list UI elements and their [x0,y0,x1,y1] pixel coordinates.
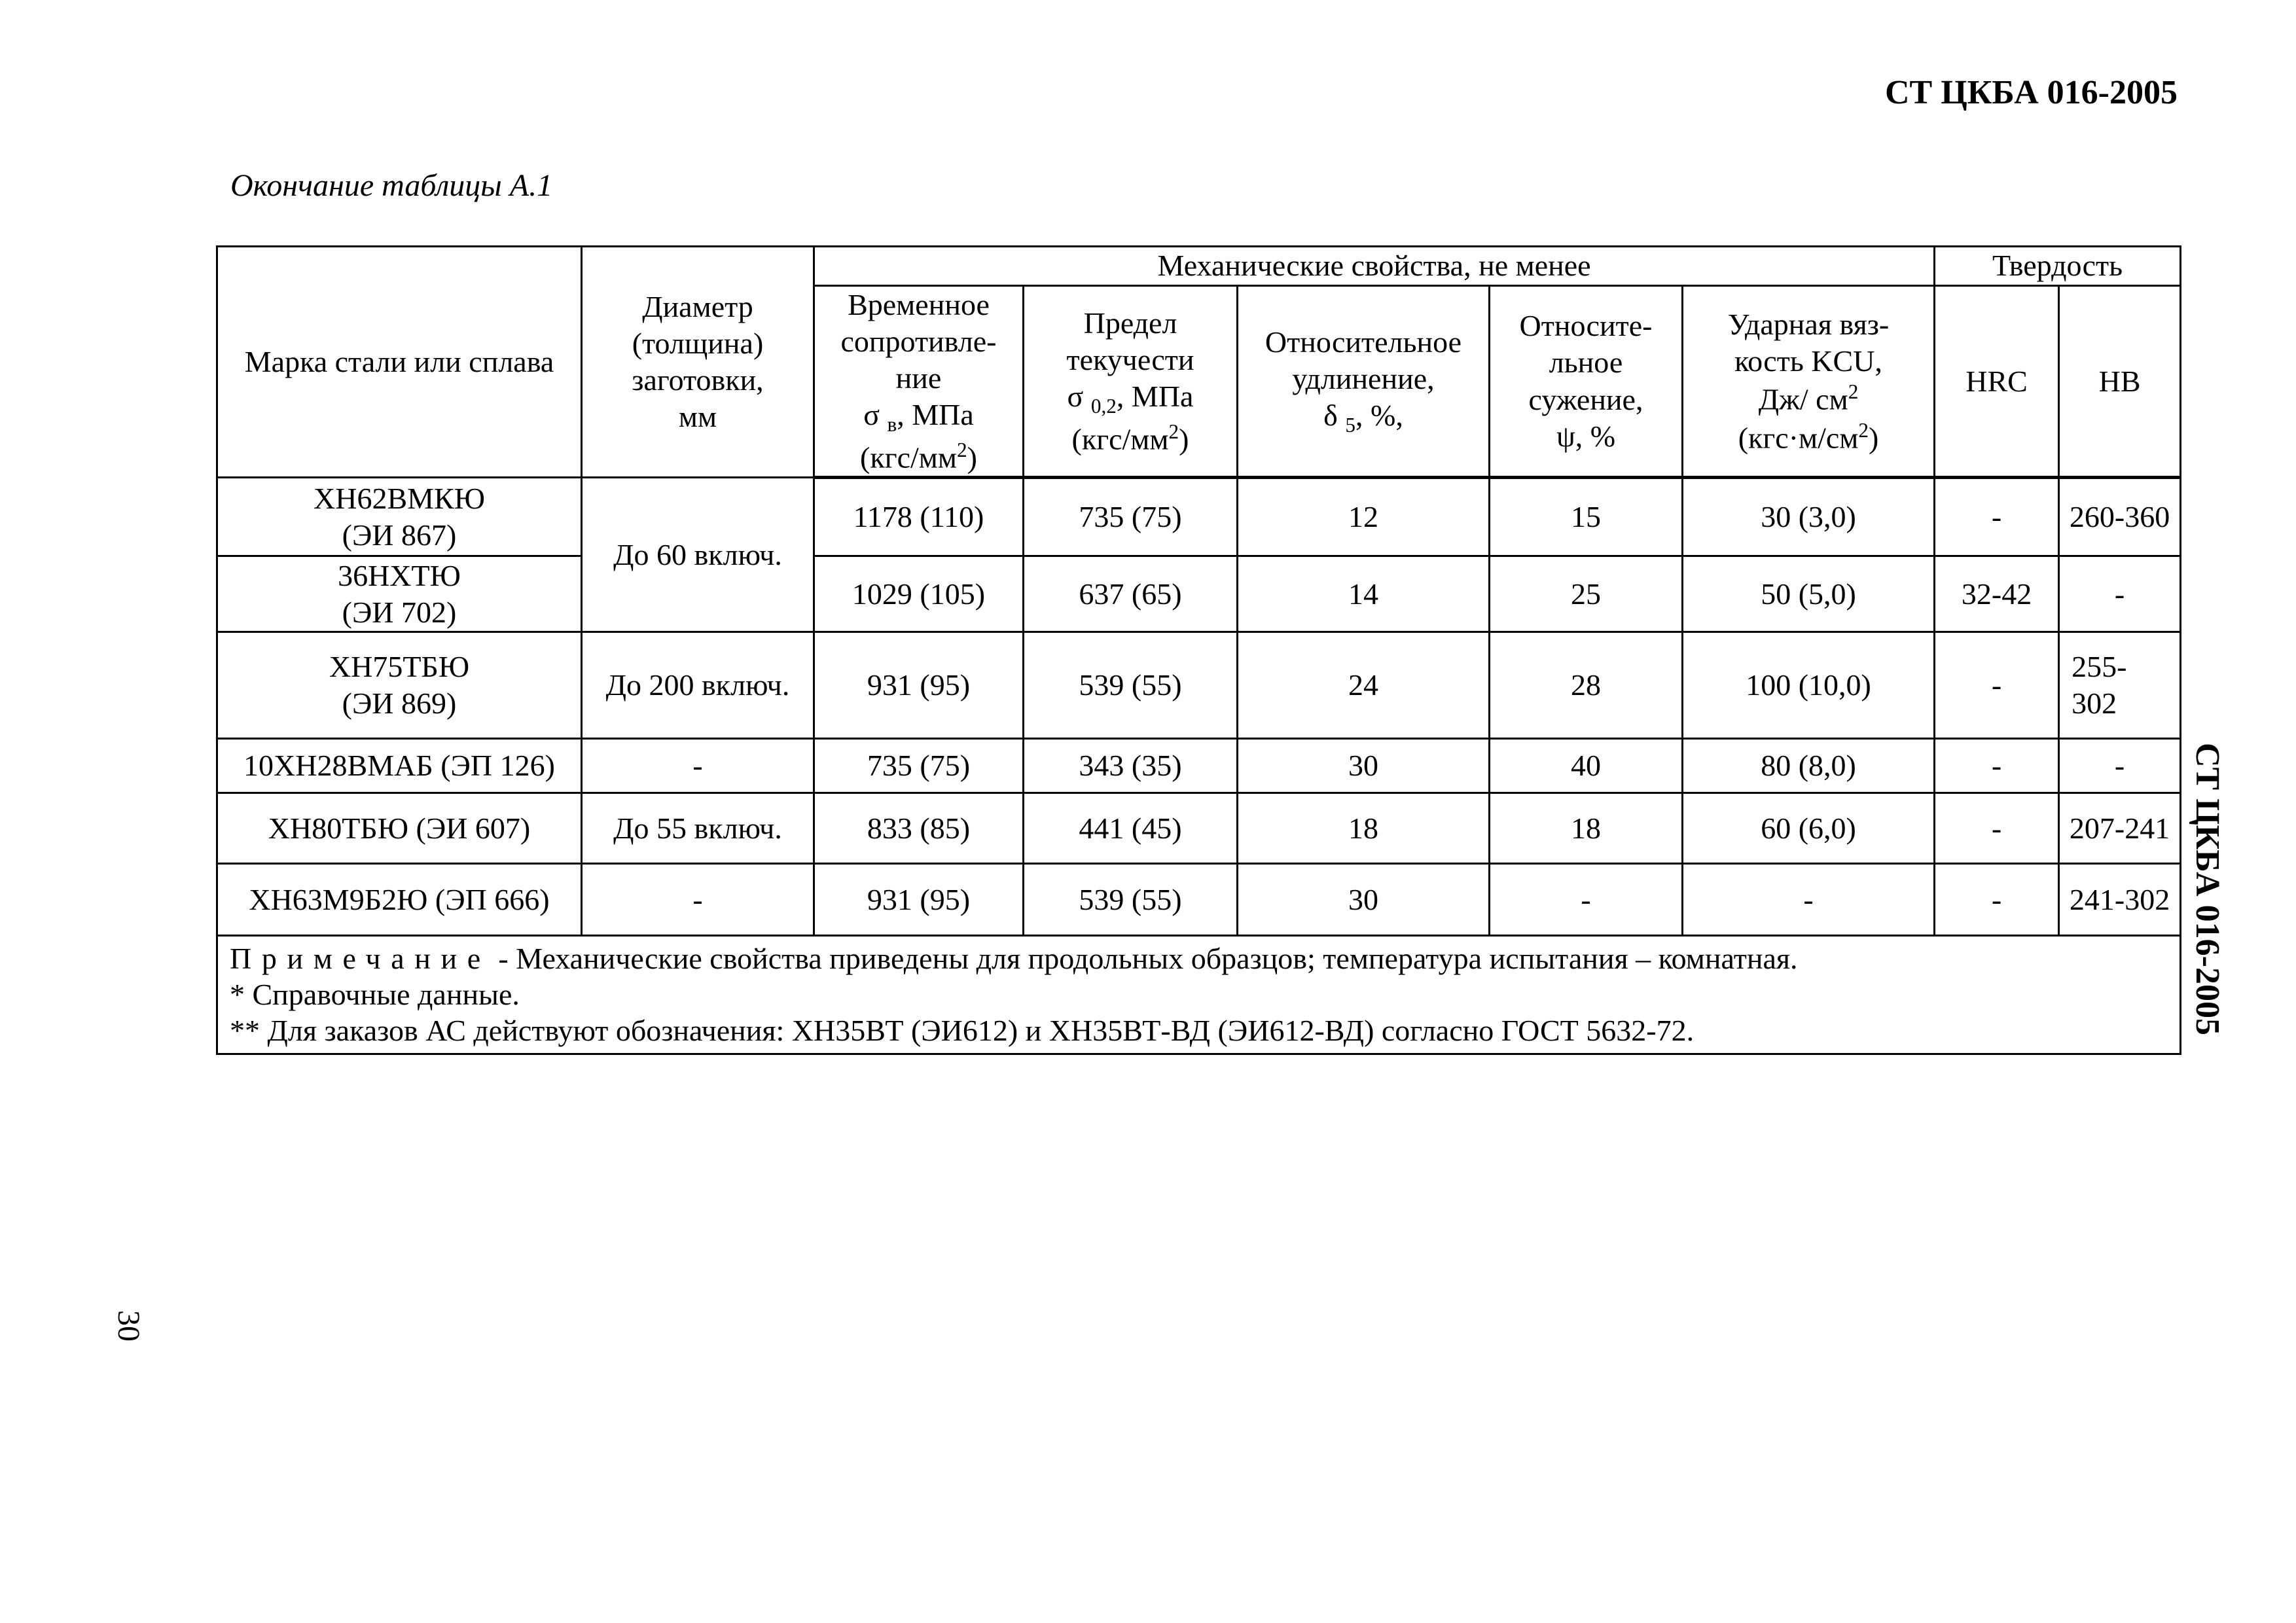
header-impact-line-2: кость KCU, [1734,344,1882,378]
table-row [217,793,2181,864]
header-impact-toughness [1683,286,1935,478]
header-hrc: HRC [1935,286,2059,478]
cell-reduction: 25 [1490,556,1683,632]
table-row [217,864,2181,936]
header-hb: HB [2059,286,2181,478]
cell-grade [217,632,582,739]
cell-hb: 207-241 [2059,793,2181,864]
cell-grade [217,556,582,632]
notes-row [217,936,2181,1054]
unit: , МПа [897,398,974,432]
header-tensile-line-5 [820,438,1017,476]
cell-impact: 30 (3,0) [1683,478,1935,556]
note-label: Примечание [230,942,491,976]
cell-reduction: 40 [1490,739,1683,793]
header-reduction-line-2: льное [1549,346,1623,380]
cell-yield: 735 (75) [1024,478,1238,556]
header-yield-line-4 [1030,419,1231,457]
paren: ) [967,440,977,474]
superscript: 2 [1848,380,1859,404]
cell-elongation: 24 [1238,632,1490,739]
grade-name: 36НХТЮ [338,558,461,592]
cell-elongation: 18 [1238,793,1490,864]
cell-reduction: - [1490,864,1683,936]
header-impact-line-1: Ударная вяз- [1727,308,1890,341]
header-yield-strength [1024,286,1238,478]
cell-impact: 50 (5,0) [1683,556,1935,632]
cell-impact: 60 (6,0) [1683,793,1935,864]
unit-text: (кгс/мм [860,440,957,474]
paren: ) [1869,420,1879,454]
cell-impact: - [1683,864,1935,936]
cell-hrc: - [1935,864,2059,936]
unit: , МПа [1116,380,1194,414]
header-elongation [1238,286,1490,478]
grade-designation: (ЭИ 869) [342,687,457,721]
table-row [217,632,2181,739]
note-line-2: * Справочные данные. [230,978,520,1012]
cell-hb: 241-302 [2059,864,2181,936]
unit: , %, [1355,399,1403,433]
header-mechanical-properties: Механические свойства, не менее [814,247,1935,286]
cell-yield: 539 (55) [1024,864,1238,936]
note-text: - Механические свойства приведены для продольных образцов; температура испытания – комнатная. [490,942,1798,976]
cell-grade: ХН63М9Б2Ю (ЭП 666) [217,864,582,936]
header-diameter-line-1: Диаметр [642,289,753,323]
cell-hrc: - [1935,478,2059,556]
cell-diameter: До 55 включ. [582,793,814,864]
cell-diameter: До 60 включ. [582,478,814,632]
header-tensile-line-1: Временное [848,288,990,321]
cell-hb: - [2059,739,2181,793]
unit-text: (кгс·м/см [1738,420,1859,454]
header-diameter-line-4: мм [678,400,717,434]
cell-grade: 10ХН28ВМАБ (ЭП 126) [217,739,582,793]
sigma-symbol: σ [1067,380,1084,414]
cell-tensile: 1178 (110) [814,478,1024,556]
cell-tensile: 735 (75) [814,739,1024,793]
hb-line-1: 255- [2072,650,2127,683]
cell-hb: 260-360 [2059,478,2181,556]
cell-reduction: 18 [1490,793,1683,864]
header-elongation-line-2: удлинение, [1292,362,1435,396]
superscript: 2 [1858,418,1869,442]
cell-diameter: - [582,864,814,936]
header-diameter [582,247,814,478]
header-reduction-of-area [1490,286,1683,478]
cell-hrc: - [1935,739,2059,793]
cell-elongation: 30 [1238,739,1490,793]
header-tensile-line-4 [820,397,1017,437]
cell-hrc: - [1935,632,2059,739]
cell-tensile: 1029 (105) [814,556,1024,632]
cell-yield: 441 (45) [1024,793,1238,864]
document-code-side-label: СТ ЦКБА 016-2005 [2189,743,2226,1035]
header-hardness: Твердость [1935,247,2181,286]
mechanical-properties-table [216,245,2181,1055]
hb-line-2: 302 [2072,687,2117,721]
table-row [217,739,2181,793]
table-row [217,556,2181,632]
cell-diameter: До 200 включ. [582,632,814,739]
subscript: в [887,413,897,437]
cell-hb [2059,632,2181,739]
header-tensile-line-3: ние [895,361,942,395]
cell-impact: 80 (8,0) [1683,739,1935,793]
page-number: 30 [111,1310,146,1342]
header-grade: Марка стали или сплава [217,247,582,478]
cell-tensile: 931 (95) [814,864,1024,936]
cell-grade: ХН80ТБЮ (ЭИ 607) [217,793,582,864]
cell-diameter: - [582,739,814,793]
unit-text: (кгс/мм [1071,421,1169,455]
grade-name: ХН62ВМКЮ [314,481,485,515]
cell-impact: 100 (10,0) [1683,632,1935,739]
unit-text: Дж/ см [1758,382,1848,416]
cell-yield: 539 (55) [1024,632,1238,739]
header-tensile-line-2: сопротивле- [840,325,997,359]
document-code-header: СТ ЦКБА 016-2005 [1885,74,2178,111]
cell-yield: 637 (65) [1024,556,1238,632]
grade-name: ХН75ТБЮ [329,650,470,683]
header-reduction-line-1: Относите- [1519,309,1653,343]
cell-reduction: 28 [1490,632,1683,739]
header-reduction-line-3: сужение, [1528,382,1643,416]
cell-hrc: 32-42 [1935,556,2059,632]
cell-hb: - [2059,556,2181,632]
header-yield-line-3 [1030,378,1231,419]
header-elongation-line-3 [1244,397,1483,438]
grade-designation: (ЭИ 702) [342,595,457,629]
header-row-groups [217,247,2181,286]
header-impact-line-4 [1689,418,1928,456]
note-line-1 [230,940,2168,976]
subscript: 5 [1345,414,1355,437]
header-impact-line-3 [1689,380,1928,418]
header-reduction-line-4: ψ, % [1556,419,1616,453]
cell-hrc: - [1935,793,2059,864]
cell-tensile: 833 (85) [814,793,1024,864]
sigma-symbol: σ [863,398,880,432]
header-tensile-strength [814,286,1024,478]
table-notes [217,936,2181,1054]
delta-symbol: δ [1323,399,1338,433]
header-yield-line-1: Предел [1083,306,1177,340]
table-caption: Окончание таблицы А.1 [230,168,553,203]
cell-elongation: 12 [1238,478,1490,556]
cell-reduction: 15 [1490,478,1683,556]
paren: ) [1179,421,1189,455]
superscript: 2 [1168,419,1179,443]
grade-designation: (ЭИ 867) [342,518,457,552]
subscript: 0,2 [1090,395,1117,418]
header-yield-line-2: текучести [1066,343,1194,377]
cell-tensile: 931 (95) [814,632,1024,739]
note-line-3: ** Для заказов АС действуют обозначения: ХН35ВТ (ЭИ612) и ХН35ВТ-ВД (ЭИ612-ВД) согласно ГОСТ 5632-72. [230,1014,1695,1048]
cell-yield: 343 (35) [1024,739,1238,793]
cell-grade [217,478,582,556]
table-row [217,478,2181,556]
header-elongation-line-1: Относительное [1265,325,1462,359]
header-diameter-line-2: (толщина) [632,326,764,360]
superscript: 2 [956,438,967,461]
header-diameter-line-3: заготовки, [632,363,764,397]
cell-elongation: 14 [1238,556,1490,632]
cell-elongation: 30 [1238,864,1490,936]
